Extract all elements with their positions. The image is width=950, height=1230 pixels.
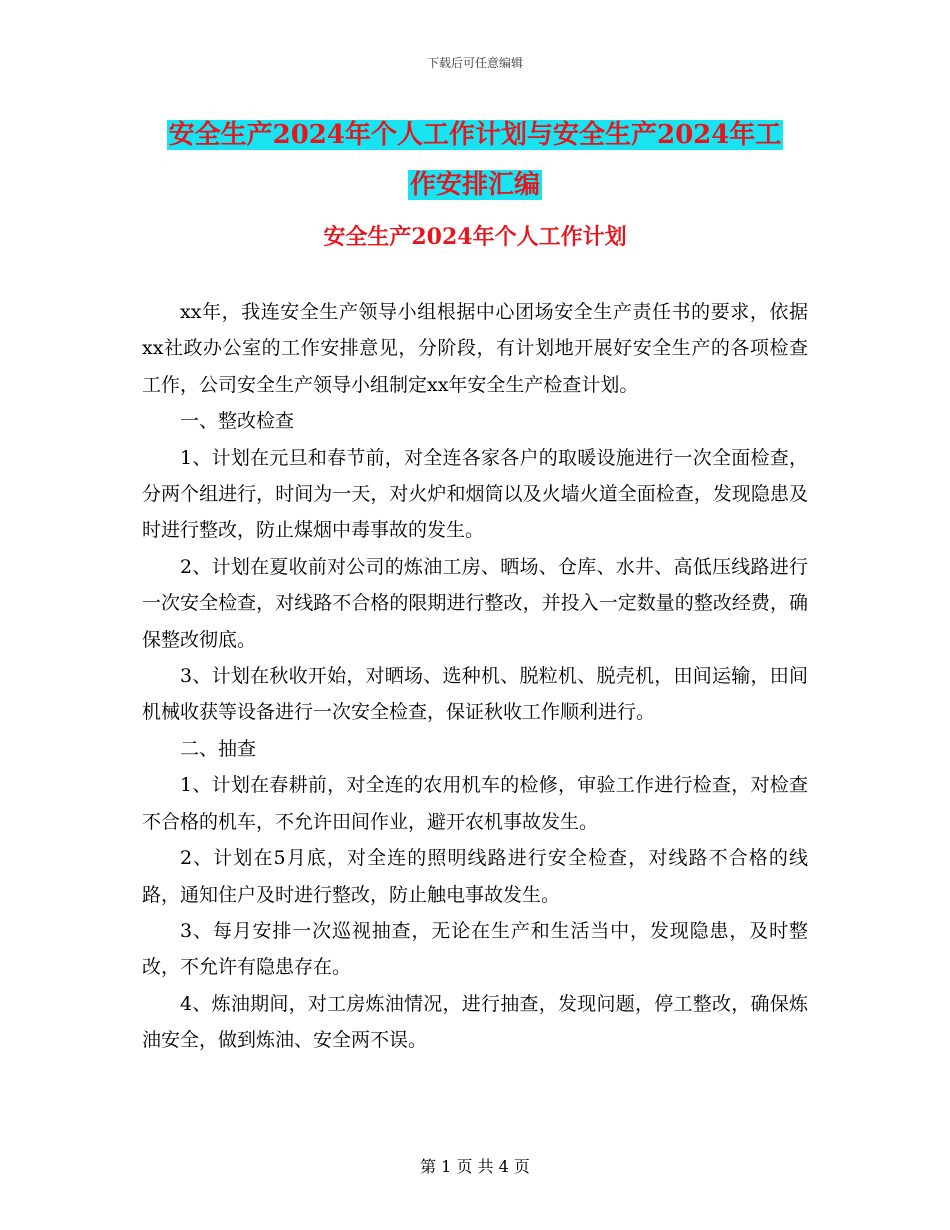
page-footer: 第 1 页 共 4 页 [420,1157,530,1176]
document-title [140,110,810,210]
document-body [142,294,808,1059]
section-heading: 一、整改检查 [180,410,295,433]
paragraph: 1、计划在元旦和春节前，对全连各家各户的取暖设施进行一次全面检查，分两个组进行，时间为一天，对火炉和烟筒以及火墙火道全面检查，发现隐患及时进行整改，防止煤烟中毒事故的发生。 [142,446,808,542]
paragraph: 2、计划在5月底，对全连的照明线路进行安全检查，对线路不合格的线路，通知住户及时进行整改，防止触电事故发生。 [142,847,808,906]
paragraph: 1、计划在春耕前，对全连的农用机车的检修，审验工作进行检查，对检查不合格的机车，不允许田间作业，避开农机事故发生。 [142,774,808,833]
paragraph: 2、计划在夏收前对公司的炼油工房、晒场、仓库、水井、高低压线路进行一次安全检查，对线路不合格的限期进行整改，并投入一定数量的整改经费，确保整改彻底。 [142,555,808,651]
paragraph: xx年，我连安全生产领导小组根据中心团场安全生产责任书的要求，依据xx社政办公室的工作安排意见，分阶段，有计划地开展好安全生产的各项检查工作，公司安全生产领导小组制定xx年安全生产检查计划。 [142,301,808,396]
paragraph: 3、每月安排一次巡视抽查，无论在生产和生活当中，发现隐患，及时整改，不允许有隐患存在。 [142,919,808,979]
section-title: 安全生产2024年个人工作计划 [323,224,627,250]
document-title-line-1: 安全生产2024年个人工作计划与安全生产2024年工 [168,120,782,150]
section-heading: 二、抽查 [180,737,257,760]
document-title-line-2: 作安排汇编 [409,170,540,200]
paragraph: 4、炼油期间，对工房炼油情况，进行抽查，发现问题，停工整改，确保炼油安全，做到炼油、安全两不误。 [142,992,808,1052]
paragraph: 3、计划在秋收开始，对晒场、选种机、脱粒机、脱壳机，田间运输，田间机械收获等设备进行一次安全检查，保证秋收工作顺利进行。 [142,665,808,724]
page-header: 下载后可任意编辑 [426,56,523,70]
